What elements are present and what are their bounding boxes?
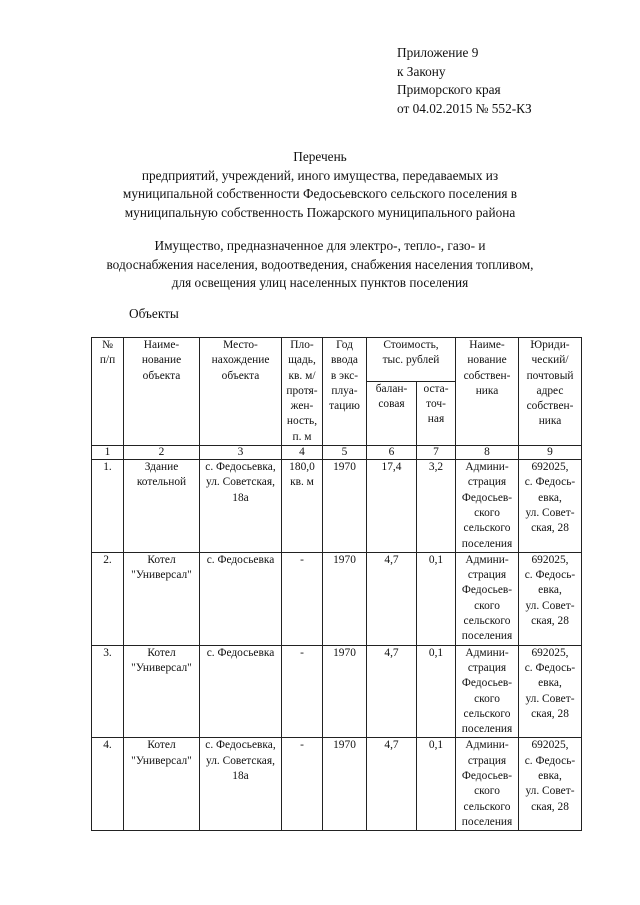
owner-address-cell-line: ская, 28	[531, 615, 569, 628]
owner-name-cell-line: Админи-	[465, 646, 509, 659]
owner-name-cell-line: Админи-	[465, 739, 509, 752]
location-cell-line: с. Федосьевка	[206, 646, 275, 659]
row-number-cell	[92, 552, 124, 645]
owner-name-cell-line: сельского	[463, 615, 511, 628]
year-cell-line: 1970	[333, 553, 356, 566]
residual-value-cell-line: 0,1	[428, 739, 444, 752]
balance-value-cell-line: 4,7	[384, 739, 399, 752]
object-name-cell-line: котельной	[136, 476, 187, 489]
object-name-cell-line: "Универсал"	[131, 661, 192, 674]
object-name-cell-line: "Универсал"	[131, 754, 192, 767]
column-number-row	[92, 446, 582, 460]
owner-address-cell	[519, 738, 582, 831]
area-cell-line: -	[300, 739, 304, 752]
header-text-line: Место-	[223, 339, 258, 351]
appendix-line: от 04.02.2015 № 552-КЗ	[397, 100, 532, 116]
owner-address-cell-line: ская, 28	[531, 800, 569, 813]
table-header-row	[92, 338, 582, 382]
owner-name-cell-line: страция	[467, 661, 507, 674]
header-text-line: п. м	[292, 430, 312, 443]
owner-address-cell-line: евка,	[538, 491, 562, 504]
header-text-line: точ-	[426, 397, 446, 410]
year-cell-line: 1970	[333, 646, 356, 659]
balance-value-cell	[367, 645, 417, 738]
header-text-line: ввода	[331, 354, 358, 367]
column-number-cell: 9	[519, 446, 582, 460]
header-text-line: плуа-	[331, 384, 358, 397]
header-text-line: собствен-	[526, 400, 574, 413]
subtitle-line: для освещения улиц населенных пунктов поселения	[171, 275, 469, 290]
section-label: Объекты	[129, 306, 179, 321]
header-text-line: щадь,	[288, 354, 316, 367]
owner-address-cell-line: с. Федось-	[524, 476, 576, 489]
owner-address-cell-line: ская, 28	[531, 707, 569, 720]
header-text-line: собствен-	[463, 369, 511, 382]
owner-address-cell-line: с. Федось-	[524, 661, 576, 674]
owner-name-cell-line: поселения	[461, 723, 513, 736]
column-number-cell: 1	[92, 446, 124, 460]
balance-value-cell-line: 17,4	[381, 461, 402, 474]
owner-name-cell-line: сельского	[463, 522, 511, 535]
table-body	[92, 460, 582, 831]
header-text-line: совая	[378, 397, 405, 410]
header-cell	[323, 338, 367, 446]
location-cell	[200, 552, 282, 645]
object-name-cell-line: Котел	[147, 739, 176, 752]
location-cell	[200, 645, 282, 738]
owner-name-cell-line: поселения	[461, 537, 513, 550]
year-cell-line: 1970	[333, 461, 356, 474]
year-cell	[323, 738, 367, 831]
object-name-cell	[124, 738, 200, 831]
residual-value-cell	[417, 645, 456, 738]
header-text-line: №	[102, 339, 113, 351]
owner-name-cell-line: ского	[474, 692, 500, 705]
row-number-cell-line: 1.	[103, 461, 112, 474]
year-cell	[323, 460, 367, 553]
header-text-line: кв. м/	[288, 369, 316, 382]
appendix-reference	[397, 44, 532, 118]
column-number-cell: 8	[456, 446, 519, 460]
year-cell	[323, 645, 367, 738]
owner-address-cell-line: евка,	[538, 677, 562, 690]
header-cell	[456, 338, 519, 446]
header-text-line: жен-	[290, 400, 314, 413]
owner-address-cell-line: ул. Совет-	[525, 692, 575, 705]
column-number-cell: 5	[323, 446, 367, 460]
owner-name-cell	[456, 738, 519, 831]
owner-name-cell-line: Федосьев-	[461, 770, 513, 783]
owner-name-cell-line: Федосьев-	[461, 677, 513, 690]
object-name-cell-line: Котел	[147, 646, 176, 659]
area-cell	[282, 738, 323, 831]
row-number-cell-line: 3.	[103, 646, 112, 659]
header-text-line: объекта	[221, 369, 260, 382]
owner-name-cell-line: поселения	[461, 630, 513, 643]
header-text-line: объекта	[142, 369, 181, 382]
header-text-line: ческий/	[531, 354, 569, 367]
year-cell	[323, 552, 367, 645]
object-name-cell-line: "Универсал"	[131, 569, 192, 582]
header-text-line: Наиме-	[143, 339, 180, 351]
location-cell-line: с. Федосьевка	[206, 553, 275, 566]
header-text-line: тацию	[329, 400, 360, 413]
header-cell	[282, 338, 323, 446]
header-text-line: нование	[467, 354, 507, 367]
header-text-line: ность,	[286, 415, 318, 428]
header-text-line: ная	[427, 413, 445, 426]
column-number-cell: 3	[200, 446, 282, 460]
object-name-cell	[124, 552, 200, 645]
appendix-line: Приложение 9	[397, 45, 479, 60]
owner-name-cell-line: ского	[474, 599, 500, 612]
subtitle-line: Имущество, предназначенное для электро-, тепло-, газо- и	[154, 238, 486, 253]
header-cell	[367, 338, 456, 382]
property-table	[91, 337, 582, 831]
owner-name-cell-line: сельского	[463, 707, 511, 720]
header-text-line: Наиме-	[469, 339, 505, 351]
header-text-line: нахождение	[211, 354, 270, 367]
area-cell-line: 180,0	[289, 461, 315, 474]
header-text-line: п/п	[99, 354, 116, 367]
location-cell-line: ул. Советская,	[206, 476, 275, 489]
owner-name-cell-line: страция	[467, 476, 507, 489]
owner-address-cell-line: евка,	[538, 770, 562, 783]
balance-value-cell-line: 4,7	[384, 646, 399, 659]
area-cell-line: кв. м	[290, 476, 314, 489]
owner-name-cell	[456, 460, 519, 553]
table-row	[92, 738, 582, 831]
owner-name-cell	[456, 552, 519, 645]
area-cell	[282, 645, 323, 738]
owner-name-cell	[456, 645, 519, 738]
residual-value-cell-line: 3,2	[428, 461, 444, 474]
owner-address-cell-line: ская, 28	[531, 522, 569, 535]
object-name-cell	[124, 460, 200, 553]
header-text-line: балан-	[375, 382, 408, 395]
header-text-line: Стоимость,	[383, 339, 439, 351]
owner-name-cell-line: ского	[474, 785, 500, 798]
row-number-cell	[92, 738, 124, 831]
owner-address-cell-line: с. Федось-	[524, 754, 576, 767]
balance-value-cell	[367, 552, 417, 645]
area-cell	[282, 460, 323, 553]
header-text-line: Юриди-	[530, 339, 570, 351]
owner-name-cell-line: Федосьев-	[461, 491, 513, 504]
owner-address-cell-line: ул. Совет-	[525, 599, 575, 612]
title-line: муниципальную собственность Пожарского муниципального района	[124, 204, 516, 220]
header-text-line: Год	[336, 339, 353, 351]
header-text-line: в экс-	[330, 369, 359, 382]
owner-address-cell	[519, 552, 582, 645]
residual-value-cell-line: 0,1	[428, 553, 444, 566]
balance-value-cell	[367, 738, 417, 831]
owner-name-cell-line: Админи-	[465, 553, 509, 566]
table-row	[92, 552, 582, 645]
row-number-cell	[92, 645, 124, 738]
subtitle-line: водоснабжения населения, водоотведения, снабжения населения топливом,	[106, 256, 534, 272]
header-cell	[124, 338, 200, 446]
owner-name-cell-line: поселения	[461, 815, 513, 828]
owner-address-cell-line: 692025,	[531, 461, 569, 474]
owner-name-cell-line: страция	[467, 569, 507, 582]
title-heading: Перечень	[293, 149, 347, 164]
row-number-cell-line: 4.	[103, 739, 112, 752]
document-title	[60, 148, 580, 222]
column-number-cell: 7	[417, 446, 456, 460]
document-subtitle	[60, 237, 580, 293]
header-text-line: тыс. рублей	[382, 354, 440, 367]
header-cell	[519, 338, 582, 446]
location-cell	[200, 460, 282, 553]
header-cell	[92, 338, 124, 446]
location-cell-line: 18а	[232, 491, 249, 504]
object-name-cell-line: Котел	[147, 553, 176, 566]
table-row	[92, 460, 582, 553]
location-cell	[200, 738, 282, 831]
owner-address-cell-line: евка,	[538, 584, 562, 597]
owner-address-cell-line: с. Федось-	[524, 569, 576, 582]
header-text-line: нование	[141, 354, 182, 367]
residual-value-cell	[417, 460, 456, 553]
header-text-line: протя-	[286, 384, 318, 397]
year-cell-line: 1970	[333, 739, 356, 752]
table-row	[92, 645, 582, 738]
owner-name-cell-line: Федосьев-	[461, 584, 513, 597]
owner-address-cell	[519, 460, 582, 553]
header-cell	[200, 338, 282, 446]
object-name-cell-line: Здание	[144, 461, 179, 474]
owner-address-cell-line: 692025,	[531, 553, 569, 566]
location-cell-line: 18а	[232, 770, 249, 783]
owner-name-cell-line: сельского	[463, 800, 511, 813]
location-cell-line: с. Федосьевка,	[205, 461, 276, 474]
row-number-cell	[92, 460, 124, 553]
balance-value-cell-line: 4,7	[384, 553, 399, 566]
row-number-cell-line: 2.	[103, 553, 112, 566]
title-line: муниципальной собственности Федосьевского сельского поселения в	[122, 186, 518, 201]
residual-value-cell	[417, 552, 456, 645]
column-number-cell: 4	[282, 446, 323, 460]
location-cell-line: с. Федосьевка,	[205, 739, 276, 752]
owner-address-cell-line: ул. Совет-	[525, 785, 575, 798]
owner-name-cell-line: страция	[467, 754, 507, 767]
column-number-cell: 6	[367, 446, 417, 460]
object-name-cell	[124, 645, 200, 738]
owner-address-cell	[519, 645, 582, 738]
header-text-line: ника	[475, 384, 499, 397]
header-text-line: ника	[538, 415, 562, 428]
area-cell-line: -	[300, 553, 304, 566]
owner-address-cell-line: 692025,	[531, 646, 569, 659]
header-cell	[417, 381, 456, 446]
title-line: предприятий, учреждений, иного имущества, передаваемых из	[141, 167, 499, 183]
header-text-line: Пло-	[290, 339, 314, 351]
owner-address-cell-line: 692025,	[531, 739, 569, 752]
owner-name-cell-line: Админи-	[465, 461, 509, 474]
header-text-line: почтовый	[526, 369, 574, 382]
header-text-line: оста-	[423, 382, 449, 395]
residual-value-cell-line: 0,1	[428, 646, 444, 659]
appendix-line: к Закону	[397, 63, 446, 79]
balance-value-cell	[367, 460, 417, 553]
residual-value-cell	[417, 738, 456, 831]
owner-address-cell-line: ул. Совет-	[525, 506, 575, 519]
appendix-line: Приморского края	[397, 82, 501, 97]
column-number-cell: 2	[124, 446, 200, 460]
location-cell-line: ул. Советская,	[206, 754, 275, 767]
area-cell-line: -	[300, 646, 304, 659]
area-cell	[282, 552, 323, 645]
header-text-line: адрес	[536, 384, 564, 397]
owner-name-cell-line: ского	[474, 506, 500, 519]
header-cell	[367, 381, 417, 446]
